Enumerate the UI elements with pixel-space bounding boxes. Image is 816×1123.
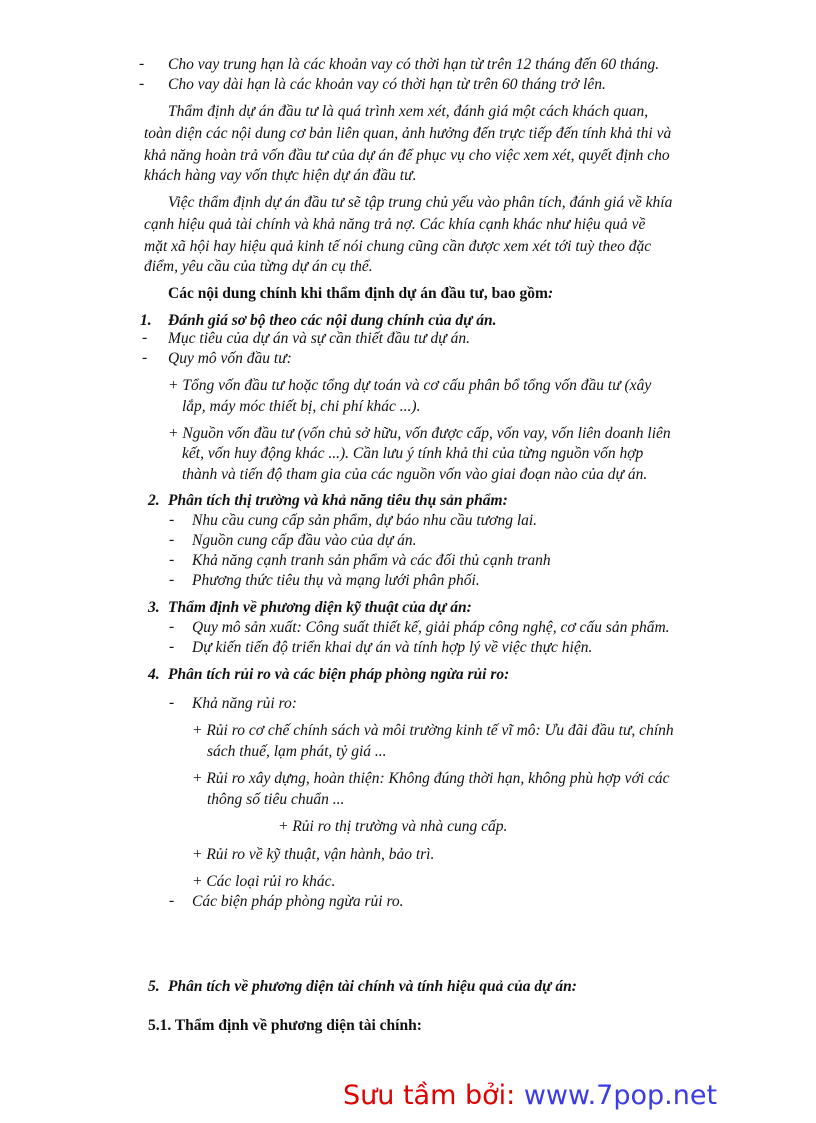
bullet-dash: - (139, 75, 145, 92)
capital-plus-line: thành và tiến độ tham gia của các nguồn vốn vào giai đoạn nào của dự án. (182, 466, 648, 483)
section-3-number: 3. (148, 599, 160, 616)
section-4-item: Các biện pháp phòng ngừa rủi ro. (192, 893, 404, 910)
para1-line: khả năng hoàn trả vốn đầu tư của dự án để phục vụ cho việc xem xét, quyết định cho (144, 147, 670, 164)
para1-line: toàn diện các nội dung cơ bản liên quan, ảnh hưởng đến trực tiếp đến tính khả thi và (144, 125, 672, 142)
para1-line: khách hàng vay vốn thực hiện dự án đầu tư. (144, 167, 417, 184)
source-credit-label: Sưu tầm bởi: (343, 1080, 524, 1111)
para2-line: điểm, yêu cầu của từng dự án cụ thể. (144, 258, 373, 275)
section-2-title: Phân tích thị trường và khả năng tiêu thụ sản phẩm: (168, 492, 508, 509)
contents-heading: Các nội dung chính khi thẩm định dự án đầu tư, bao gồm: (168, 285, 554, 302)
section-2-item: Khả năng cạnh tranh sản phẩm và các đối thủ cạnh tranh (192, 552, 551, 569)
bullet-dash: - (169, 892, 175, 909)
section-3-title: Thẩm định về phương diện kỹ thuật của dự án: (168, 599, 472, 616)
section-1-number: 1. (140, 312, 152, 329)
risk-line: + Rủi ro thị trường và nhà cung cấp. (278, 818, 508, 835)
section-4-number: 4. (148, 666, 160, 683)
bullet-dash: - (169, 618, 175, 635)
bullet-dash: - (169, 511, 175, 528)
para1-line: Thẩm định dự án đầu tư là quá trình xem xét, đánh giá một cách khách quan, (168, 103, 649, 120)
capital-plus-line: + Nguồn vốn đầu tư (vốn chủ sở hữu, vốn được cấp, vốn vay, vốn liên doanh liên (168, 425, 671, 442)
bullet-dash: - (142, 349, 148, 366)
risk-line: + Rủi ro cơ chế chính sách và môi trường kinh tế vĩ mô: Ưu đãi đầu tư, chính (192, 722, 674, 739)
section-2-number: 2. (148, 492, 160, 509)
bullet-dash: - (142, 329, 148, 346)
section-5-1-heading: 5.1. Thẩm định về phương diện tài chính: (148, 1017, 422, 1034)
bullet-dash: - (139, 55, 145, 72)
section-4-title: Phân tích rủi ro và các biện pháp phòng ngừa rủi ro: (168, 666, 510, 683)
section-3-item: Quy mô sản xuất: Công suất thiết kế, giải pháp công nghệ, cơ cấu sản phẩm. (192, 619, 670, 636)
section-1-item: Quy mô vốn đầu tư: (168, 350, 292, 367)
risk-line: thông số tiêu chuẩn ... (207, 791, 345, 808)
para2-line: Việc thẩm định dự án đầu tư sẽ tập trung chủ yếu vào phân tích, đánh giá về khía (168, 194, 673, 211)
section-2-item: Phương thức tiêu thụ và mạng lưới phân phối. (192, 572, 480, 589)
risk-line: + Rủi ro về kỹ thuật, vận hành, bảo trì. (192, 846, 435, 863)
capital-plus-line: lắp, máy móc thiết bị, chi phí khác ...). (182, 398, 421, 415)
para2-line: mặt xã hội hay hiệu quả kinh tế nói chung cũng cần được xem xét tới tuỳ theo đặc (144, 238, 652, 255)
capital-plus-line: kết, vốn huy động khác ...). Cần lưu ý tính khả thi của từng nguồn vốn hợp (182, 445, 644, 462)
section-1-item: Mục tiêu của dự án và sự cần thiết đầu tư dự án. (168, 330, 471, 347)
risk-line: sách thuế, lạm phát, tỷ giá ... (207, 743, 387, 760)
section-1-title: Đánh giá sơ bộ theo các nội dung chính của dự án. (168, 312, 497, 329)
capital-plus-line: + Tổng vốn đầu tư hoặc tổng dự toán và cơ cấu phân bổ tổng vốn đầu tư (xây (168, 377, 652, 394)
para2-line: cạnh hiệu quả tài chính và khả năng trả nợ. Các khía cạnh khác như hiệu quả về (144, 216, 646, 233)
risk-line: + Các loại rủi ro khác. (192, 873, 336, 890)
section-2-item: Nguồn cung cấp đầu vào của dự án. (192, 532, 417, 549)
source-credit (343, 1076, 717, 1116)
bullet-dash: - (169, 551, 175, 568)
bullet-dash: - (169, 694, 175, 711)
intro-bullet-1: Cho vay trung hạn là các khoản vay có thời hạn từ trên 12 tháng đến 60 tháng. (168, 56, 660, 73)
section-3-item: Dự kiến tiến độ triển khai dự án và tính hợp lý về việc thực hiện. (192, 639, 593, 656)
bullet-dash: - (169, 638, 175, 655)
risk-line: + Rủi ro xây dựng, hoàn thiện: Không đúng thời hạn, không phù hợp với các (192, 770, 670, 787)
section-2-item: Nhu cầu cung cấp sản phẩm, dự báo nhu cầu tương lai. (192, 512, 538, 529)
intro-bullet-2: Cho vay dài hạn là các khoản vay có thời hạn từ trên 60 tháng trở lên. (168, 76, 606, 93)
bullet-dash: - (169, 571, 175, 588)
section-4-item: Khả năng rủi ro: (192, 695, 297, 712)
section-5-title: Phân tích về phương diện tài chính và tính hiệu quả của dự án: (168, 978, 577, 995)
bullet-dash: - (169, 531, 175, 548)
source-credit-url[interactable]: www.7pop.net (523, 1080, 718, 1111)
section-5-number: 5. (148, 978, 160, 995)
